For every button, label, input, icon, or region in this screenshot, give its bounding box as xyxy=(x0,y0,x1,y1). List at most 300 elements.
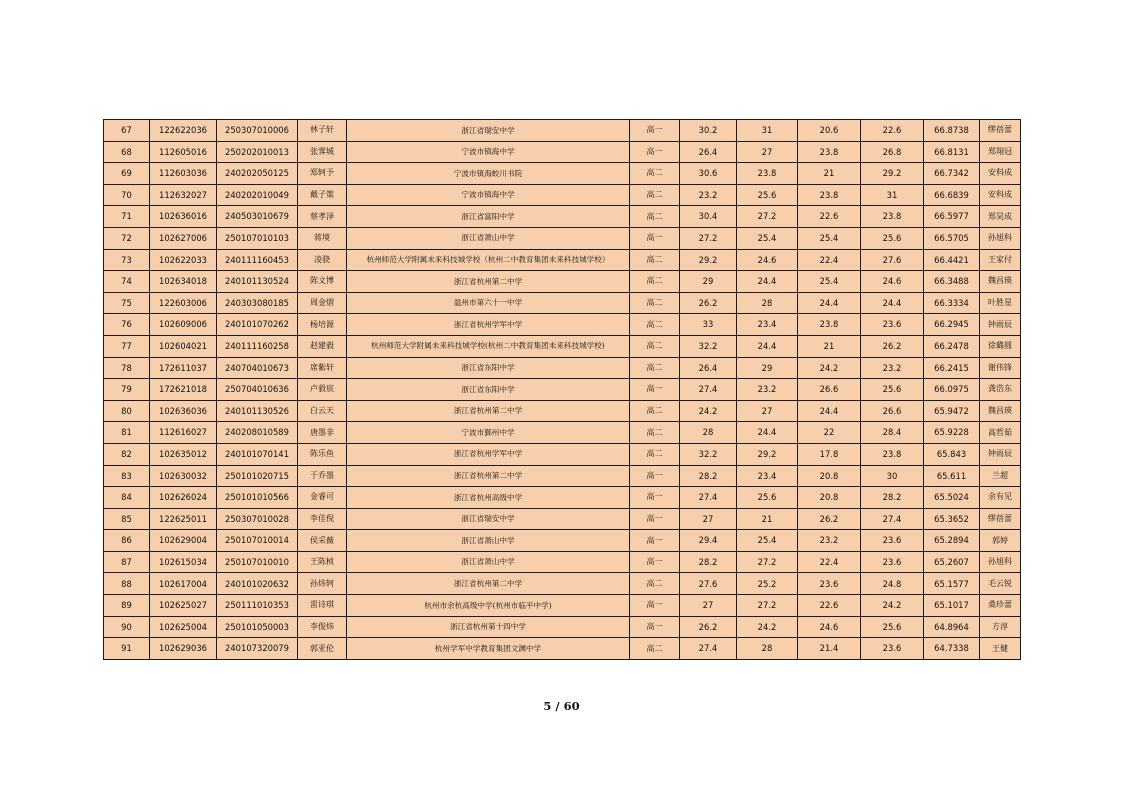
score-4-cell: 27.4 xyxy=(861,508,924,530)
exam-id-cell: 122622036 xyxy=(150,120,217,142)
score-4-cell: 24.8 xyxy=(861,573,924,595)
school-cell: 浙江省杭州第二中学 xyxy=(347,573,630,595)
score-1-cell: 26.2 xyxy=(680,292,737,314)
grade-cell: 高二 xyxy=(630,357,680,379)
score-2-cell: 24.2 xyxy=(737,616,798,638)
score-2-cell: 27.2 xyxy=(737,551,798,573)
rank-cell: 83 xyxy=(104,465,150,487)
score-3-cell: 21 xyxy=(798,335,861,357)
teacher-cell: 桑珍蕾 xyxy=(980,595,1021,617)
table-row xyxy=(104,573,1021,595)
table-row xyxy=(104,638,1021,660)
score-1-cell: 26.4 xyxy=(680,141,737,163)
student-id-cell: 240704010673 xyxy=(217,357,298,379)
grade-cell: 高一 xyxy=(630,508,680,530)
score-2-cell: 25.6 xyxy=(737,487,798,509)
score-1-cell: 28.2 xyxy=(680,465,737,487)
rank-cell: 86 xyxy=(104,530,150,552)
total-score-cell: 66.5705 xyxy=(924,227,980,249)
exam-id-cell: 102609006 xyxy=(150,314,217,336)
score-2-cell: 27 xyxy=(737,141,798,163)
student-id-cell: 240111160453 xyxy=(217,249,298,271)
score-3-cell: 24.4 xyxy=(798,400,861,422)
exam-id-cell: 102636016 xyxy=(150,206,217,228)
total-score-cell: 64.8964 xyxy=(924,616,980,638)
teacher-cell: 缪蓓蕾 xyxy=(980,508,1021,530)
score-1-cell: 23.2 xyxy=(680,184,737,206)
score-1-cell: 27 xyxy=(680,595,737,617)
score-1-cell: 24.2 xyxy=(680,400,737,422)
table-row xyxy=(104,357,1021,379)
student-id-cell: 240202050125 xyxy=(217,163,298,185)
total-score-cell: 65.5024 xyxy=(924,487,980,509)
rank-cell: 82 xyxy=(104,443,150,465)
name-cell: 郭亚伦 xyxy=(298,638,347,660)
score-2-cell: 31 xyxy=(737,120,798,142)
school-cell: 浙江省萧山中学 xyxy=(347,227,630,249)
teacher-cell: 钟雨辰 xyxy=(980,443,1021,465)
exam-id-cell: 102627006 xyxy=(150,227,217,249)
score-1-cell: 30.4 xyxy=(680,206,737,228)
rank-cell: 70 xyxy=(104,184,150,206)
student-id-cell: 250101020715 xyxy=(217,465,298,487)
table-row xyxy=(104,551,1021,573)
score-2-cell: 24.4 xyxy=(737,271,798,293)
name-cell: 席紫轩 xyxy=(298,357,347,379)
total-score-cell: 66.3334 xyxy=(924,292,980,314)
student-id-cell: 250107010014 xyxy=(217,530,298,552)
teacher-cell: 王家付 xyxy=(980,249,1021,271)
exam-id-cell: 102635012 xyxy=(150,443,217,465)
name-cell: 王陈桢 xyxy=(298,551,347,573)
score-4-cell: 23.6 xyxy=(861,530,924,552)
score-3-cell: 21.4 xyxy=(798,638,861,660)
score-1-cell: 27.2 xyxy=(680,227,737,249)
table-row xyxy=(104,422,1021,444)
score-1-cell: 27.4 xyxy=(680,379,737,401)
grade-cell: 高二 xyxy=(630,206,680,228)
score-4-cell: 26.2 xyxy=(861,335,924,357)
score-3-cell: 26.2 xyxy=(798,508,861,530)
student-id-cell: 250107010103 xyxy=(217,227,298,249)
student-id-cell: 240101070262 xyxy=(217,314,298,336)
score-3-cell: 23.8 xyxy=(798,141,861,163)
table-row xyxy=(104,400,1021,422)
score-1-cell: 26.2 xyxy=(680,616,737,638)
score-1-cell: 30.6 xyxy=(680,163,737,185)
name-cell: 于乔墨 xyxy=(298,465,347,487)
student-id-cell: 250307010006 xyxy=(217,120,298,142)
school-cell: 宁波市镇海蛟川书院 xyxy=(347,163,630,185)
name-cell: 白云天 xyxy=(298,400,347,422)
school-cell: 浙江省杭州学军中学 xyxy=(347,443,630,465)
teacher-cell: 缪蓓蕾 xyxy=(980,120,1021,142)
score-2-cell: 27.2 xyxy=(737,595,798,617)
rank-cell: 88 xyxy=(104,573,150,595)
rank-cell: 69 xyxy=(104,163,150,185)
student-id-cell: 250307010028 xyxy=(217,508,298,530)
rank-cell: 85 xyxy=(104,508,150,530)
score-1-cell: 30.2 xyxy=(680,120,737,142)
student-id-cell: 240111160258 xyxy=(217,335,298,357)
score-3-cell: 21 xyxy=(798,163,861,185)
total-score-cell: 65.1577 xyxy=(924,573,980,595)
score-4-cell: 25.6 xyxy=(861,616,924,638)
name-cell: 金睿可 xyxy=(298,487,347,509)
score-1-cell: 33 xyxy=(680,314,737,336)
table-row xyxy=(104,508,1021,530)
score-4-cell: 23.8 xyxy=(861,443,924,465)
teacher-cell: 叶胜星 xyxy=(980,292,1021,314)
total-score-cell: 66.8738 xyxy=(924,120,980,142)
score-3-cell: 23.8 xyxy=(798,314,861,336)
student-id-cell: 250101050003 xyxy=(217,616,298,638)
exam-id-cell: 102626024 xyxy=(150,487,217,509)
student-id-cell: 250202010013 xyxy=(217,141,298,163)
rank-cell: 76 xyxy=(104,314,150,336)
table-row xyxy=(104,249,1021,271)
table-row xyxy=(104,271,1021,293)
grade-cell: 高二 xyxy=(630,335,680,357)
score-3-cell: 23.2 xyxy=(798,530,861,552)
school-cell: 浙江省杭州高级中学 xyxy=(347,487,630,509)
name-cell: 孙炜轲 xyxy=(298,573,347,595)
score-3-cell: 24.6 xyxy=(798,616,861,638)
grade-cell: 高一 xyxy=(630,551,680,573)
grade-cell: 高一 xyxy=(630,530,680,552)
table-row xyxy=(104,379,1021,401)
school-cell: 浙江省杭州第二中学 xyxy=(347,400,630,422)
table-row xyxy=(104,314,1021,336)
score-4-cell: 23.6 xyxy=(861,314,924,336)
score-2-cell: 25.6 xyxy=(737,184,798,206)
score-3-cell: 22 xyxy=(798,422,861,444)
teacher-cell: 毛云锐 xyxy=(980,573,1021,595)
table-row xyxy=(104,206,1021,228)
student-id-cell: 240101020632 xyxy=(217,573,298,595)
table-row xyxy=(104,443,1021,465)
school-cell: 宁波市镇海中学 xyxy=(347,141,630,163)
score-2-cell: 24.6 xyxy=(737,249,798,271)
rank-cell: 81 xyxy=(104,422,150,444)
student-id-cell: 240303080185 xyxy=(217,292,298,314)
total-score-cell: 65.2607 xyxy=(924,551,980,573)
table-row xyxy=(104,184,1021,206)
score-4-cell: 28.2 xyxy=(861,487,924,509)
score-4-cell: 27.6 xyxy=(861,249,924,271)
table-row xyxy=(104,141,1021,163)
teacher-cell: 郭婷 xyxy=(980,530,1021,552)
total-score-cell: 66.3488 xyxy=(924,271,980,293)
score-2-cell: 23.4 xyxy=(737,465,798,487)
student-id-cell: 250101010566 xyxy=(217,487,298,509)
school-cell: 浙江省瑞安中学 xyxy=(347,508,630,530)
exam-id-cell: 102625027 xyxy=(150,595,217,617)
student-id-cell: 240101130524 xyxy=(217,271,298,293)
grade-cell: 高二 xyxy=(630,638,680,660)
score-4-cell: 26.6 xyxy=(861,400,924,422)
score-1-cell: 27.4 xyxy=(680,638,737,660)
total-score-cell: 65.9228 xyxy=(924,422,980,444)
grade-cell: 高二 xyxy=(630,271,680,293)
score-1-cell: 27.6 xyxy=(680,573,737,595)
score-2-cell: 29.2 xyxy=(737,443,798,465)
exam-id-cell: 112603036 xyxy=(150,163,217,185)
teacher-cell: 龚浩东 xyxy=(980,379,1021,401)
total-score-cell: 66.4421 xyxy=(924,249,980,271)
name-cell: 张霁城 xyxy=(298,141,347,163)
score-3-cell: 23.6 xyxy=(798,573,861,595)
student-id-cell: 250111010353 xyxy=(217,595,298,617)
school-cell: 宁波市镇海中学 xyxy=(347,184,630,206)
score-4-cell: 24.6 xyxy=(861,271,924,293)
student-id-cell: 250107010010 xyxy=(217,551,298,573)
teacher-cell: 郑昊成 xyxy=(980,206,1021,228)
teacher-cell: 魏昌瑛 xyxy=(980,271,1021,293)
school-cell: 浙江省萧山中学 xyxy=(347,530,630,552)
school-cell: 杭州师范大学附属未来科技城学校（杭州二中教育集团未来科技城学校） xyxy=(347,249,630,271)
score-4-cell: 23.6 xyxy=(861,638,924,660)
table-row xyxy=(104,595,1021,617)
student-id-cell: 240107320079 xyxy=(217,638,298,660)
score-4-cell: 23.8 xyxy=(861,206,924,228)
table-row xyxy=(104,292,1021,314)
score-3-cell: 20.8 xyxy=(798,487,861,509)
exam-id-cell: 102630032 xyxy=(150,465,217,487)
school-cell: 浙江省富阳中学 xyxy=(347,206,630,228)
grade-cell: 高二 xyxy=(630,422,680,444)
exam-id-cell: 102615034 xyxy=(150,551,217,573)
school-cell: 浙江省杭州第二中学 xyxy=(347,465,630,487)
name-cell: 赵建毅 xyxy=(298,335,347,357)
total-score-cell: 66.2478 xyxy=(924,335,980,357)
rank-cell: 71 xyxy=(104,206,150,228)
total-score-cell: 66.2415 xyxy=(924,357,980,379)
score-3-cell: 25.4 xyxy=(798,271,861,293)
score-3-cell: 20.8 xyxy=(798,465,861,487)
score-3-cell: 20.6 xyxy=(798,120,861,142)
rank-cell: 91 xyxy=(104,638,150,660)
score-4-cell: 25.6 xyxy=(861,379,924,401)
exam-id-cell: 172611037 xyxy=(150,357,217,379)
score-3-cell: 22.4 xyxy=(798,249,861,271)
score-2-cell: 28 xyxy=(737,292,798,314)
exam-id-cell: 102629036 xyxy=(150,638,217,660)
school-cell: 浙江省瑞安中学 xyxy=(347,120,630,142)
score-2-cell: 28 xyxy=(737,638,798,660)
grade-cell: 高一 xyxy=(630,379,680,401)
score-1-cell: 28.2 xyxy=(680,551,737,573)
rank-cell: 68 xyxy=(104,141,150,163)
school-cell: 浙江省杭州学军中学 xyxy=(347,314,630,336)
score-2-cell: 23.4 xyxy=(737,314,798,336)
rank-cell: 72 xyxy=(104,227,150,249)
rank-cell: 87 xyxy=(104,551,150,573)
total-score-cell: 66.7342 xyxy=(924,163,980,185)
total-score-cell: 65.3652 xyxy=(924,508,980,530)
exam-id-cell: 112605016 xyxy=(150,141,217,163)
rank-cell: 84 xyxy=(104,487,150,509)
exam-id-cell: 102629004 xyxy=(150,530,217,552)
table-row xyxy=(104,227,1021,249)
grade-cell: 高二 xyxy=(630,249,680,271)
teacher-cell: 谢伟锋 xyxy=(980,357,1021,379)
teacher-cell: 魏昌瑛 xyxy=(980,400,1021,422)
score-3-cell: 25.4 xyxy=(798,227,861,249)
name-cell: 卢毅宸 xyxy=(298,379,347,401)
exam-id-cell: 102622033 xyxy=(150,249,217,271)
score-4-cell: 29.2 xyxy=(861,163,924,185)
score-3-cell: 24.4 xyxy=(798,292,861,314)
exam-id-cell: 102636036 xyxy=(150,400,217,422)
grade-cell: 高二 xyxy=(630,184,680,206)
score-2-cell: 25.2 xyxy=(737,573,798,595)
teacher-cell: 钟雨辰 xyxy=(980,314,1021,336)
name-cell: 唐墨非 xyxy=(298,422,347,444)
grade-cell: 高一 xyxy=(630,616,680,638)
school-cell: 浙江省杭州第二中学 xyxy=(347,271,630,293)
score-4-cell: 26.8 xyxy=(861,141,924,163)
total-score-cell: 65.843 xyxy=(924,443,980,465)
table-row xyxy=(104,530,1021,552)
score-4-cell: 23.2 xyxy=(861,357,924,379)
score-1-cell: 32.2 xyxy=(680,443,737,465)
exam-id-cell: 122603006 xyxy=(150,292,217,314)
score-3-cell: 22.6 xyxy=(798,595,861,617)
score-1-cell: 28 xyxy=(680,422,737,444)
school-cell: 浙江省萧山中学 xyxy=(347,551,630,573)
teacher-cell: 徐璐圆 xyxy=(980,335,1021,357)
name-cell: 蔡孝泽 xyxy=(298,206,347,228)
total-score-cell: 66.0975 xyxy=(924,379,980,401)
score-2-cell: 27 xyxy=(737,400,798,422)
teacher-cell: 孙旭科 xyxy=(980,227,1021,249)
exam-id-cell: 112632027 xyxy=(150,184,217,206)
score-4-cell: 28.4 xyxy=(861,422,924,444)
score-2-cell: 25.4 xyxy=(737,530,798,552)
total-score-cell: 64.7338 xyxy=(924,638,980,660)
score-3-cell: 26.6 xyxy=(798,379,861,401)
rank-cell: 73 xyxy=(104,249,150,271)
school-cell: 浙江省东阳中学 xyxy=(347,379,630,401)
teacher-cell: 王健 xyxy=(980,638,1021,660)
rank-cell: 89 xyxy=(104,595,150,617)
score-1-cell: 27.4 xyxy=(680,487,737,509)
table-row xyxy=(104,335,1021,357)
grade-cell: 高一 xyxy=(630,487,680,509)
score-2-cell: 25.4 xyxy=(737,227,798,249)
teacher-cell: 方淳 xyxy=(980,616,1021,638)
score-1-cell: 27 xyxy=(680,508,737,530)
name-cell: 戴子策 xyxy=(298,184,347,206)
grade-cell: 高二 xyxy=(630,400,680,422)
student-id-cell: 250704010636 xyxy=(217,379,298,401)
teacher-cell: 余有见 xyxy=(980,487,1021,509)
score-1-cell: 29.4 xyxy=(680,530,737,552)
total-score-cell: 66.6839 xyxy=(924,184,980,206)
name-cell: 凌骁 xyxy=(298,249,347,271)
score-4-cell: 25.6 xyxy=(861,227,924,249)
total-score-cell: 65.2894 xyxy=(924,530,980,552)
total-score-cell: 66.5977 xyxy=(924,206,980,228)
exam-id-cell: 102617004 xyxy=(150,573,217,595)
grade-cell: 高二 xyxy=(630,573,680,595)
score-2-cell: 24.4 xyxy=(737,422,798,444)
score-4-cell: 22.6 xyxy=(861,120,924,142)
name-cell: 陈乐鱼 xyxy=(298,443,347,465)
score-3-cell: 22.4 xyxy=(798,551,861,573)
score-4-cell: 24.2 xyxy=(861,595,924,617)
score-3-cell: 17.8 xyxy=(798,443,861,465)
exam-id-cell: 112616027 xyxy=(150,422,217,444)
exam-id-cell: 102634018 xyxy=(150,271,217,293)
table-row xyxy=(104,487,1021,509)
rank-cell: 79 xyxy=(104,379,150,401)
name-cell: 周金熠 xyxy=(298,292,347,314)
grade-cell: 高二 xyxy=(630,163,680,185)
total-score-cell: 65.9472 xyxy=(924,400,980,422)
score-4-cell: 30 xyxy=(861,465,924,487)
score-2-cell: 21 xyxy=(737,508,798,530)
name-cell: 李俊炜 xyxy=(298,616,347,638)
school-cell: 杭州师范大学附属未来科技城学校(杭州二中教育集团未来科技城学校) xyxy=(347,335,630,357)
total-score-cell: 66.8131 xyxy=(924,141,980,163)
name-cell: 雷诗琪 xyxy=(298,595,347,617)
exam-id-cell: 102604021 xyxy=(150,335,217,357)
teacher-cell: 高哲茹 xyxy=(980,422,1021,444)
score-1-cell: 29.2 xyxy=(680,249,737,271)
student-id-cell: 240202010049 xyxy=(217,184,298,206)
student-id-cell: 240101070141 xyxy=(217,443,298,465)
score-1-cell: 26.4 xyxy=(680,357,737,379)
exam-id-cell: 102625004 xyxy=(150,616,217,638)
name-cell: 蒋境 xyxy=(298,227,347,249)
rank-cell: 67 xyxy=(104,120,150,142)
rank-cell: 78 xyxy=(104,357,150,379)
score-2-cell: 23.2 xyxy=(737,379,798,401)
name-cell: 侯采薇 xyxy=(298,530,347,552)
total-score-cell: 65.611 xyxy=(924,465,980,487)
rank-cell: 75 xyxy=(104,292,150,314)
score-4-cell: 23.6 xyxy=(861,551,924,573)
teacher-cell: 孙旭科 xyxy=(980,551,1021,573)
score-2-cell: 29 xyxy=(737,357,798,379)
score-4-cell: 31 xyxy=(861,184,924,206)
score-3-cell: 24.2 xyxy=(798,357,861,379)
student-id-cell: 240503010679 xyxy=(217,206,298,228)
school-cell: 浙江省东阳中学 xyxy=(347,357,630,379)
grade-cell: 高一 xyxy=(630,465,680,487)
score-1-cell: 32.2 xyxy=(680,335,737,357)
teacher-cell: 郑翔冠 xyxy=(980,141,1021,163)
grade-cell: 高一 xyxy=(630,227,680,249)
student-id-cell: 240101130526 xyxy=(217,400,298,422)
table-body xyxy=(104,120,1021,660)
grade-cell: 高二 xyxy=(630,292,680,314)
school-cell: 浙江省杭州第十四中学 xyxy=(347,616,630,638)
school-cell: 宁波市鄞州中学 xyxy=(347,422,630,444)
grade-cell: 高二 xyxy=(630,443,680,465)
total-score-cell: 66.2945 xyxy=(924,314,980,336)
rank-cell: 90 xyxy=(104,616,150,638)
rank-cell: 74 xyxy=(104,271,150,293)
table-row xyxy=(104,120,1021,142)
name-cell: 李佳倪 xyxy=(298,508,347,530)
total-score-cell: 65.1017 xyxy=(924,595,980,617)
name-cell: 陈文博 xyxy=(298,271,347,293)
exam-id-cell: 172621018 xyxy=(150,379,217,401)
score-2-cell: 24.4 xyxy=(737,335,798,357)
